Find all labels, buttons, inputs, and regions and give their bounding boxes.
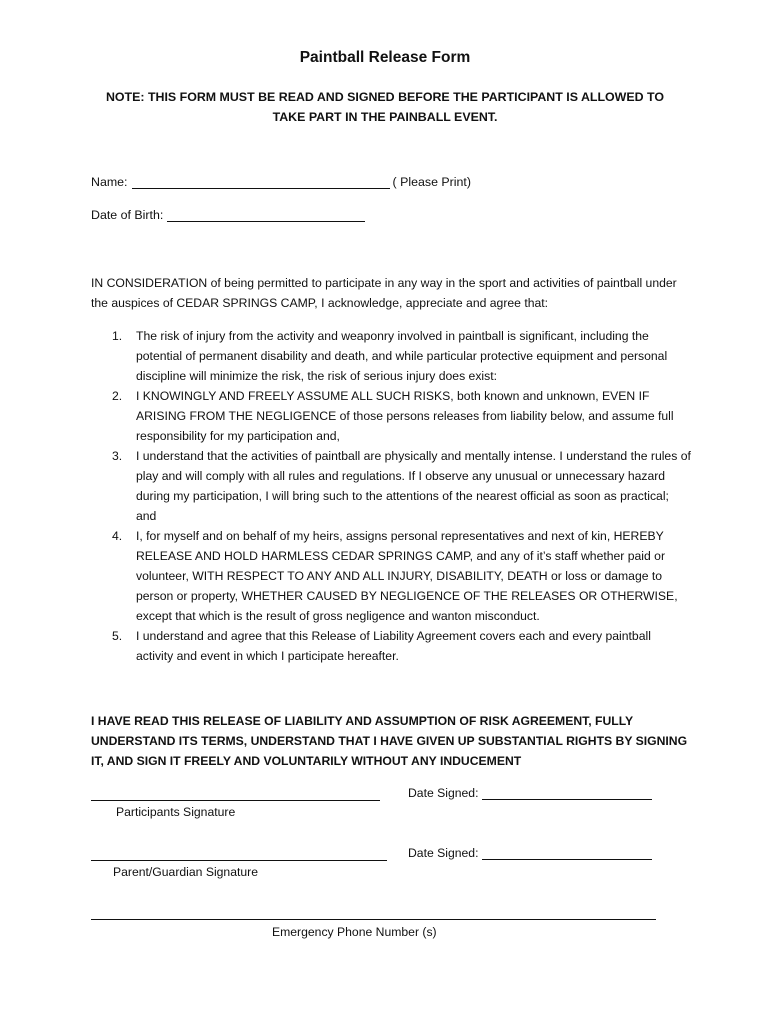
form-note: NOTE: THIS FORM MUST BE READ AND SIGNED BEFORE THE PARTICIPANT IS ALLOWED TO TAKE PART IN THE PAINBALL EVENT. — [105, 90, 665, 124]
list-item-text: I KNOWINGLY AND FREELY ASSUME ALL SUCH RISKS, both known and unknown, EVEN IF ARISING FROM THE NEGLIGENCE of those persons releases from liability below, and assume full responsibility for my participation and, — [136, 389, 674, 443]
list-item-text: The risk of injury from the activity and weaponry involved in paintball is significant, including the potential of permanent disability and death, and while particular protective equipment and personal discipline will minimize the risk, the risk of serious injury does exist: — [136, 329, 668, 383]
dob-label: Date of Birth: — [91, 208, 164, 222]
list-item — [91, 386, 691, 446]
list-item — [91, 626, 691, 666]
agreement-list — [91, 326, 691, 666]
list-item — [91, 326, 691, 386]
form-title: Paintball Release Form — [299, 49, 471, 66]
list-item-number: 2. — [112, 389, 123, 403]
date-signed-label: Date Signed: — [408, 846, 479, 860]
parent-signature-line[interactable] — [91, 860, 387, 861]
list-item-number: 3. — [112, 449, 123, 463]
emergency-phone-label: Emergency Phone Number (s) — [272, 925, 437, 939]
parent-signature-label: Parent/Guardian Signature — [113, 865, 258, 879]
participant-date-row — [408, 786, 655, 800]
consideration-paragraph: IN CONSIDERATION of being permitted to participate in any way in the sport and activities of paintball under the auspices of CEDAR SPRINGS CAMP, I acknowledge, appreciate and agree that: — [91, 276, 677, 310]
participant-signature-label: Participants Signature — [116, 805, 236, 819]
dob-input-line[interactable] — [167, 208, 365, 222]
list-item-text: I understand that the activities of paintball are physically and mentally intense. I understand the rules of play and will comply with all rules and regulations. If I observe any unusual or unnecessary hazard during my participation, I will bring such to the attentions of the nearest official as soon as practical; and — [136, 449, 691, 523]
parent-date-row — [408, 846, 655, 860]
list-item — [91, 526, 691, 626]
name-input-line[interactable] — [132, 175, 390, 189]
list-item-number: 1. — [112, 329, 123, 343]
name-hint: ( Please Print) — [392, 175, 472, 189]
date-signed-label: Date Signed: — [408, 786, 479, 800]
parent-date-line[interactable] — [482, 846, 652, 860]
participant-signature-line[interactable] — [91, 800, 380, 801]
name-field-row — [91, 175, 471, 189]
list-item-text: I, for myself and on behalf of my heirs, assigns personal representatives and next of kin, HEREBY RELEASE AND HOLD HARMLESS CEDAR SPRINGS CAMP, and any of it’s staff whether paid or volunteer, WITH RESPECT TO ANY AND ALL INJURY, DISABILITY, DEATH or loss or damage to person or property, WHETHER CAUSED BY NEGLIGENCE OF THE RELEASES OR OTHERWISE, except that which is the result of gross negligence and wanton misconduct. — [136, 529, 678, 623]
list-item — [91, 446, 691, 526]
list-item-text: I understand and agree that this Release of Liability Agreement covers each and every paintball activity and event in which I participate hereafter. — [136, 629, 651, 663]
participant-date-line[interactable] — [482, 786, 652, 800]
dob-field-row — [91, 208, 368, 222]
name-label: Name: — [91, 175, 128, 189]
list-item-number: 5. — [112, 629, 123, 643]
emergency-phone-line[interactable] — [91, 919, 656, 920]
list-item-number: 4. — [112, 529, 123, 543]
acknowledgement-paragraph: I HAVE READ THIS RELEASE OF LIABILITY AND ASSUMPTION OF RISK AGREEMENT, FULLY UNDERSTAND ITS TERMS, UNDERSTAND THAT I HAVE GIVEN UP SUBSTANTIAL RIGHTS BY SIGNING IT, AND SIGN IT FREELY AND VOLUNTARILY WITHOUT ANY INDUCEMENT — [91, 714, 688, 768]
